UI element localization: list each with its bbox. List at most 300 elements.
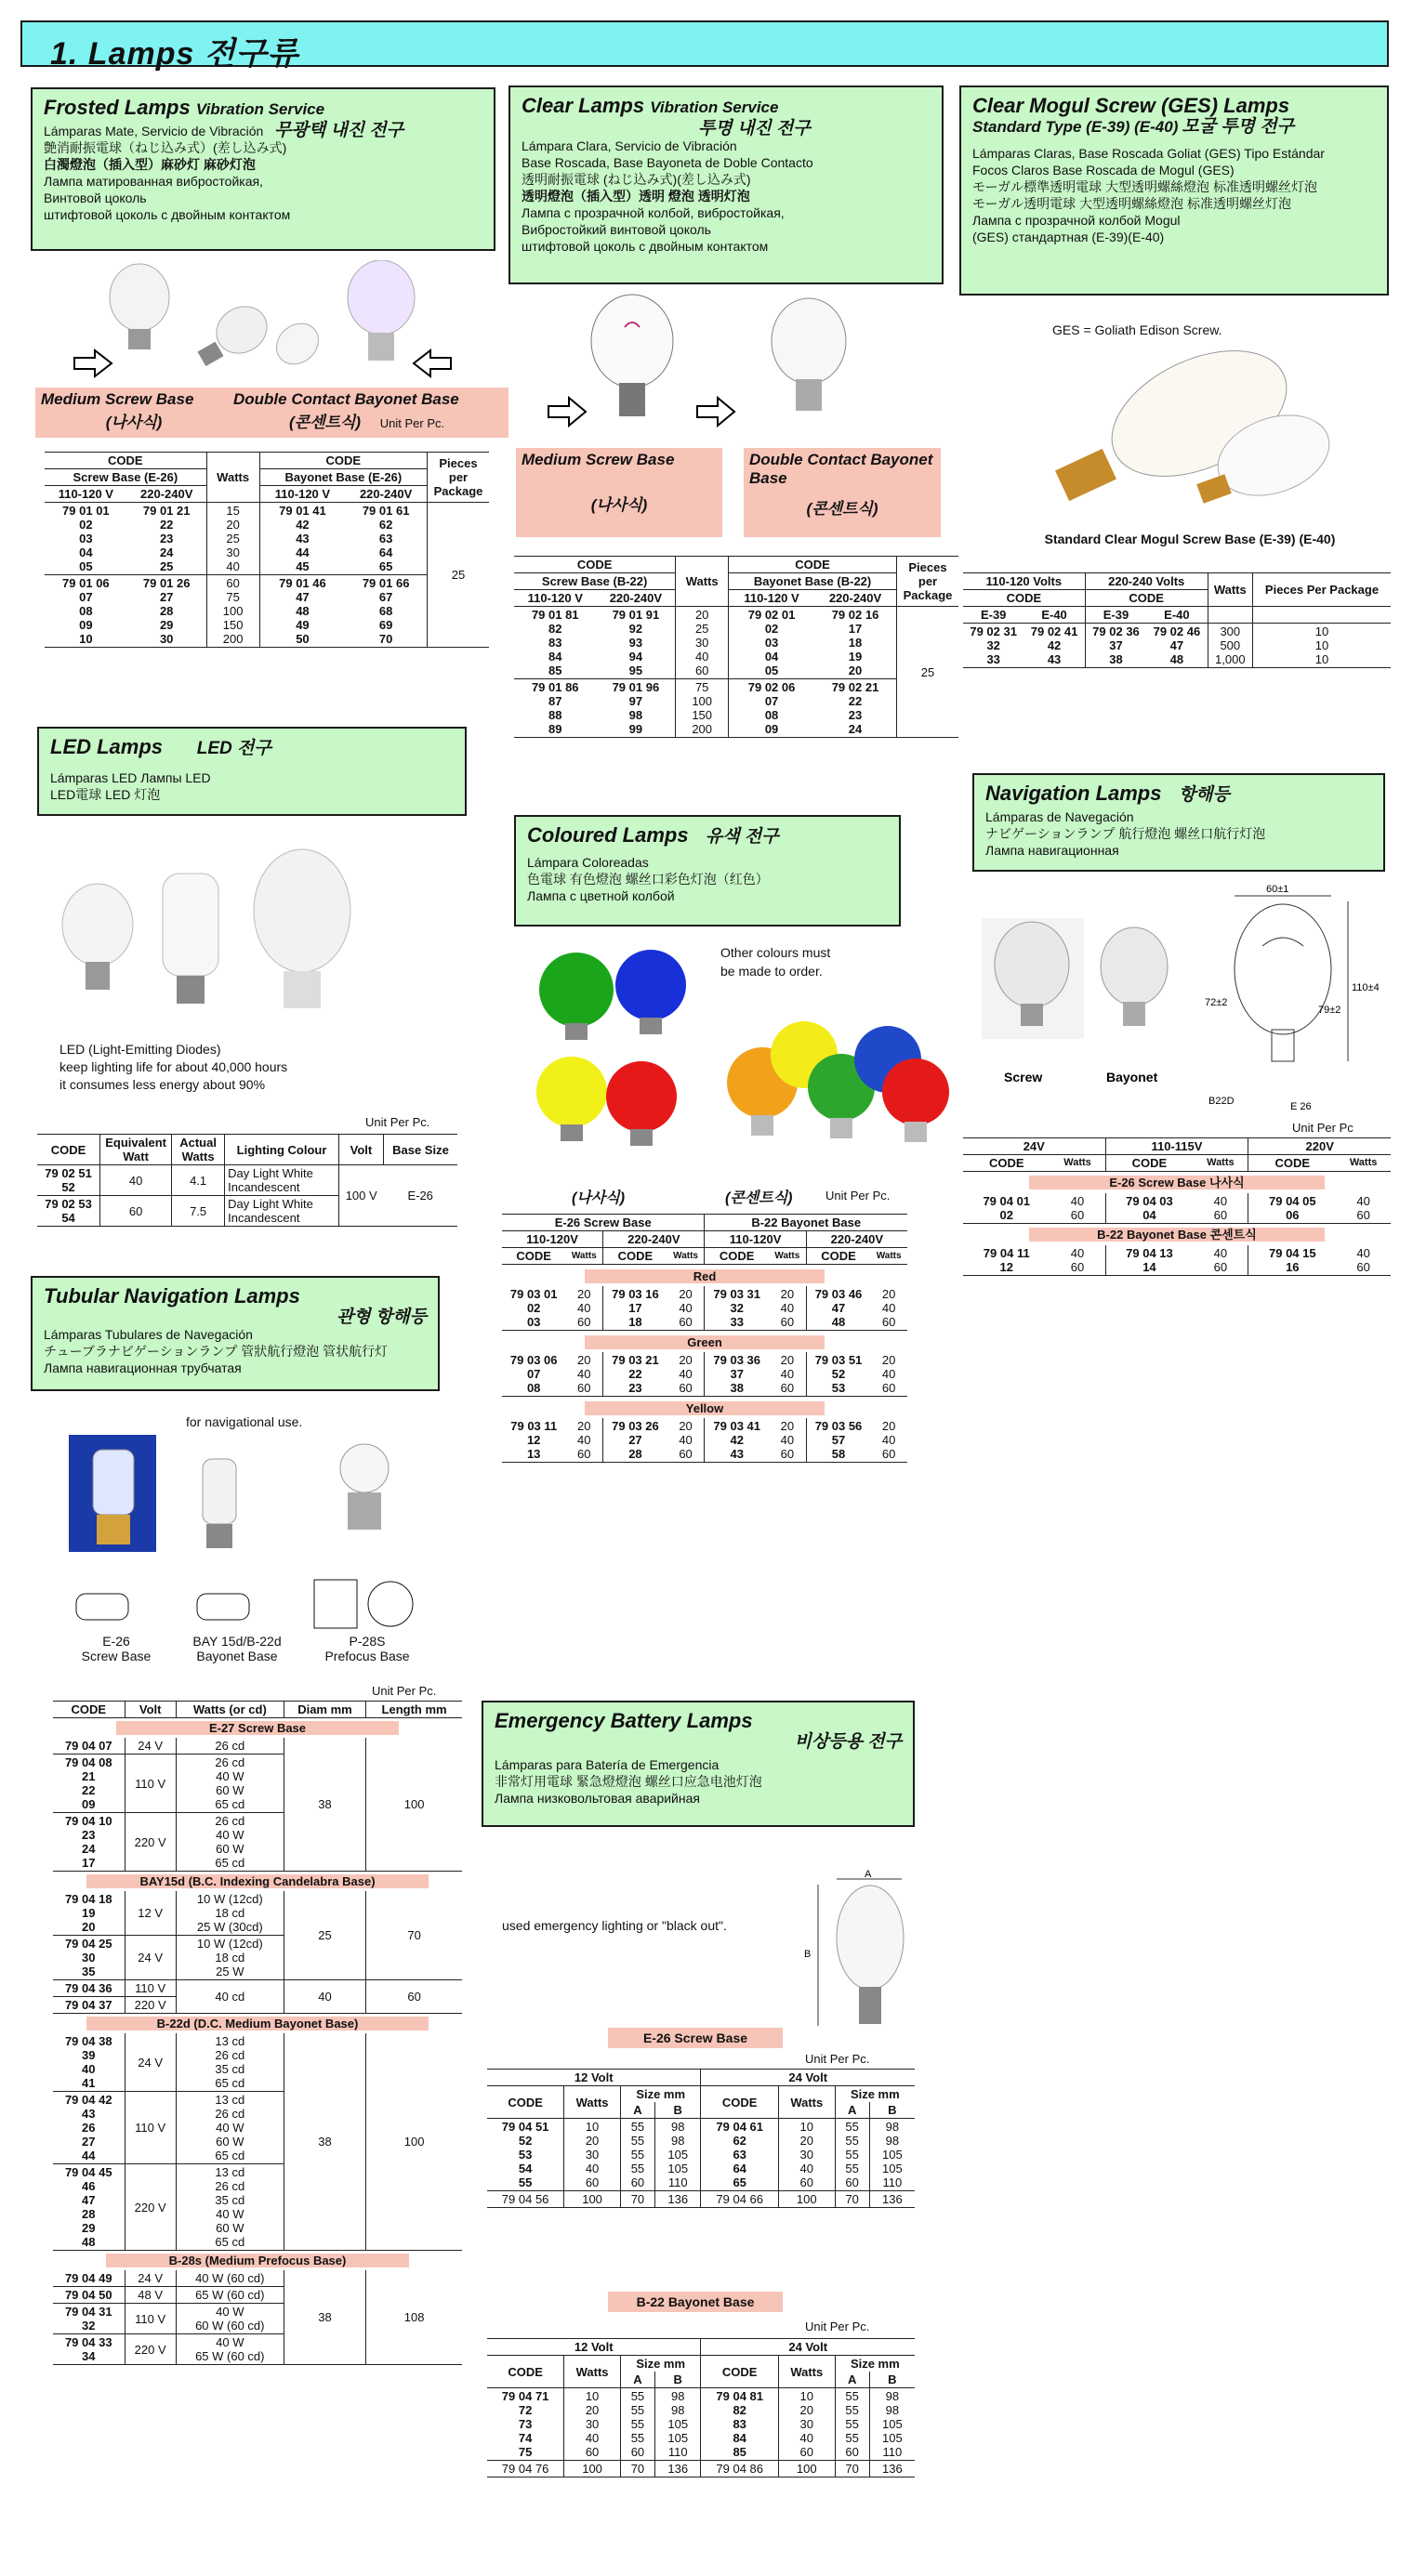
emergency-b-x24c: 79 04 86 bbox=[701, 2461, 778, 2477]
emergency-dim-a: A bbox=[865, 1869, 872, 1880]
tubular-g4r2-code: 79 04 45 46 47 28 29 48 bbox=[64, 2165, 112, 2249]
mogul-title-box bbox=[959, 85, 1389, 296]
nav-dim-b22: B22D bbox=[1208, 1096, 1235, 1107]
led-col-actual: Actual Watts bbox=[172, 1135, 225, 1165]
clear-watts1: 20 25 30 40 60 bbox=[694, 608, 709, 677]
nav-title-box bbox=[972, 773, 1385, 872]
frosted-col-code1: CODE bbox=[108, 453, 143, 467]
emergency-b22-table bbox=[487, 2338, 915, 2477]
emergency-unit2: Unit Per Pc. bbox=[805, 2320, 870, 2333]
tubular-g4r1-code: 79 04 42 43 26 27 44 bbox=[64, 2093, 112, 2162]
tubular-g3-watts: 40 cd bbox=[176, 1980, 284, 2014]
tubular-g1r1-code: 79 04 08 21 22 09 bbox=[64, 1755, 112, 1811]
emergency-b-a24: 55 55 55 55 60 bbox=[845, 2389, 859, 2459]
led-r2-col: Day Light White Incandescent bbox=[228, 1197, 313, 1225]
coloured-bayonet-ko: (콘센트식) bbox=[725, 1190, 793, 1206]
emergency-b-x24a: 70 bbox=[835, 2461, 869, 2477]
emergency-e-b1: B bbox=[654, 2102, 701, 2119]
tubular-jp: チューブラナビゲーションランプ 管狀航行燈泡 管状航行灯 bbox=[44, 1344, 389, 1359]
emergency-jp: 非常灯用電球 緊急燈燈泡 螺丝口应急电池灯泡 bbox=[495, 1774, 762, 1789]
mogul-es1: Lámparas Claras, Base Roscada Goliat (GES) Tipo Estándar bbox=[972, 146, 1325, 161]
nav-e-c1: 79 04 01 02 bbox=[983, 1194, 1031, 1222]
led-col-base: Base Size bbox=[383, 1135, 457, 1165]
nav-e-w1: 40 60 bbox=[1070, 1194, 1085, 1222]
mogul-es2: Focos Claros Base Roscada de Mogul (GES) bbox=[972, 163, 1235, 177]
table-row bbox=[487, 2388, 915, 2461]
table-row bbox=[487, 2191, 915, 2208]
frosted-ru2: Винтовой цоколь bbox=[44, 191, 147, 205]
coloured-red-w1: 20 40 60 bbox=[577, 1287, 591, 1329]
tubular-g2r1-code: 79 04 25 30 35 bbox=[64, 1937, 112, 1978]
mogul-pieces: 10 10 10 bbox=[1314, 624, 1329, 666]
led-description bbox=[59, 1041, 287, 1094]
nav-e-w2: 40 60 bbox=[1213, 1194, 1228, 1222]
table-row bbox=[502, 1352, 907, 1397]
clear-sub-screw: Screw Base (B-22) bbox=[541, 574, 648, 588]
tubular-g5r3-code: 79 04 33 34 bbox=[64, 2335, 112, 2363]
tubular-g5r2-watts: 40 W 60 W (60 cd) bbox=[195, 2305, 265, 2333]
emergency-ko: 비상등용 전구 bbox=[794, 1732, 902, 1752]
mogul-col-code1: CODE bbox=[1006, 591, 1042, 605]
clear-ru1: Лампа с прозрачной колбой, вибростойкая, bbox=[522, 205, 785, 220]
coloured-yellow-w3: 20 40 60 bbox=[780, 1419, 795, 1461]
frosted-bayonet-label-ko: (콘센트식) bbox=[289, 414, 362, 431]
clear-jp: 透明耐振電球 (ねじ込み式)(差し込み式) bbox=[522, 172, 751, 187]
emergency-b-b2: B bbox=[869, 2372, 915, 2388]
tubular-g5-label: B-28s (Medium Prefocus Base) bbox=[106, 2254, 409, 2267]
coloured-code2: CODE bbox=[603, 1248, 667, 1265]
coloured-title-box bbox=[514, 815, 901, 927]
tubular-table bbox=[53, 1701, 462, 2365]
frosted-v2: 220-240V bbox=[139, 487, 193, 501]
clear-col-watts: Watts bbox=[676, 557, 729, 607]
mogul-jp2: モーガル透明電球 大型透明螺絲燈泡 标准透明螺丝灯泡 bbox=[972, 196, 1291, 211]
nav-e-w3: 40 60 bbox=[1356, 1194, 1370, 1222]
nav-v3: 220V bbox=[1248, 1138, 1391, 1155]
table-row bbox=[53, 1980, 462, 1997]
coloured-yellow-label: Yellow bbox=[585, 1401, 825, 1415]
nav-watts1: Watts bbox=[1063, 1157, 1091, 1168]
emergency-b-a1: A bbox=[620, 2372, 654, 2388]
coloured-v1a: 110-120V bbox=[526, 1232, 578, 1246]
table-row bbox=[502, 1418, 907, 1463]
nav-b-c2: 79 04 13 14 bbox=[1126, 1246, 1173, 1274]
led-title: LED Lamps bbox=[50, 735, 164, 758]
led-desc2: keep lighting life for about 40,000 hours bbox=[59, 1059, 288, 1074]
coloured-red-c4: 79 03 46 47 48 bbox=[814, 1287, 863, 1329]
emergency-e-x12b: 136 bbox=[654, 2191, 701, 2208]
emergency-b-x12w: 100 bbox=[564, 2461, 621, 2477]
emergency-e-size1: Size mm bbox=[620, 2086, 701, 2103]
nav-dim-mid: 79±2 bbox=[1318, 1005, 1341, 1016]
clear-title-sub: Vibration Service bbox=[650, 99, 779, 116]
tubular-col-watts: Watts (or cd) bbox=[176, 1702, 284, 1718]
emergency-b-a12: 55 55 55 55 60 bbox=[630, 2389, 645, 2459]
table-row bbox=[514, 607, 958, 679]
clear-screw-label-text: Medium Screw Base bbox=[522, 451, 675, 468]
tubular-g5r0-volt: 24 V bbox=[125, 2270, 176, 2287]
nav-code3: CODE bbox=[1248, 1155, 1336, 1172]
tubular-g3r0-code: 79 04 36 bbox=[64, 1981, 112, 1995]
emergency-e-b2: B bbox=[869, 2102, 915, 2119]
frosted-jp: 艶消耐振電球（ねじ込み式）(差し込み式) bbox=[44, 140, 287, 155]
frosted-v4: 220-240V bbox=[359, 487, 413, 501]
coloured-yellow-c3: 79 03 41 42 43 bbox=[713, 1419, 761, 1461]
led-r2-act: 7.5 bbox=[172, 1196, 225, 1227]
led-col-equiv: Equivalent Watt bbox=[100, 1135, 172, 1165]
table-row bbox=[487, 2461, 915, 2477]
coloured-red-label: Red bbox=[585, 1269, 825, 1283]
nav-es: Lámparas de Navegación bbox=[985, 809, 1134, 824]
nav-code1: CODE bbox=[988, 1156, 1024, 1170]
emergency-b-size2: Size mm bbox=[835, 2356, 915, 2372]
tubular-col-diam: Diam mm bbox=[284, 1702, 365, 1718]
nav-table bbox=[963, 1137, 1391, 1276]
table-row bbox=[45, 503, 489, 575]
tubular-base-e26: E-26 Screw Base bbox=[81, 1634, 152, 1663]
emergency-e-a1: A bbox=[620, 2102, 654, 2119]
emergency-note: used emergency lighting or "black out". bbox=[502, 1918, 727, 1933]
table-row bbox=[502, 1286, 907, 1331]
emergency-e-x12w: 100 bbox=[564, 2191, 621, 2208]
page-header bbox=[20, 20, 1389, 72]
tubular-g5r3-watts: 40 W 65 W (60 cd) bbox=[195, 2335, 265, 2363]
emergency-title: Emergency Battery Lamps bbox=[495, 1709, 753, 1732]
tubular-g1r1-volt: 110 V bbox=[125, 1755, 176, 1813]
led-r1-code: 79 02 51 52 bbox=[45, 1166, 92, 1194]
tubular-g1-len: 100 bbox=[366, 1738, 462, 1872]
frosted-bayonet-label-text: Double Contact Bayonet Base bbox=[233, 390, 459, 408]
clear-rows1: 79 01 81 82 83 84 85 bbox=[531, 608, 579, 677]
emergency-b-v24: 24 Volt bbox=[701, 2339, 915, 2356]
nav-title: Navigation Lamps bbox=[985, 782, 1162, 805]
coloured-code3: CODE bbox=[705, 1248, 769, 1265]
clear-rows5: 79 01 86 87 88 89 bbox=[531, 680, 579, 736]
coloured-title: Coloured Lamps bbox=[527, 823, 689, 847]
led-jp: LED電球 LED 灯泡 bbox=[50, 787, 161, 802]
coloured-es: Lámpara Coloreadas bbox=[527, 855, 649, 870]
tubular-g1-diam: 38 bbox=[284, 1738, 365, 1872]
frosted-rows7: 79 01 46 47 48 49 50 bbox=[279, 576, 326, 646]
clear-ru2: Вибростойкий винтовой цоколь bbox=[522, 222, 711, 237]
emergency-b-code1: CODE bbox=[508, 2364, 543, 2379]
tubular-g5r2-volt: 110 V bbox=[125, 2304, 176, 2334]
tubular-note: for navigational use. bbox=[186, 1414, 303, 1429]
table-row bbox=[53, 2270, 462, 2287]
emergency-e-x12a: 70 bbox=[620, 2191, 654, 2208]
clear-screw-label bbox=[516, 448, 722, 537]
mogul-e39b: E-39 bbox=[1085, 607, 1146, 624]
emergency-es: Lámparas para Batería de Emergencia bbox=[495, 1757, 720, 1772]
emergency-e-a24: 55 55 55 55 60 bbox=[845, 2120, 859, 2189]
tubular-g4r2-watts: 13 cd 26 cd 35 cd 40 W 60 W 65 cd bbox=[215, 2165, 245, 2249]
emergency-e-w12: 10 20 30 40 60 bbox=[585, 2120, 600, 2189]
frosted-ru3: штифтовой цоколь с двойным контактом bbox=[44, 207, 291, 222]
frosted-rows6: 79 01 26 27 28 29 30 bbox=[142, 576, 191, 646]
emergency-e-v24: 24 Volt bbox=[701, 2070, 915, 2086]
frosted-lamp-illustration bbox=[65, 260, 456, 386]
tubular-g5r0-code: 79 04 49 bbox=[64, 2271, 112, 2285]
emergency-b-w24: 10 20 30 40 60 bbox=[799, 2389, 813, 2459]
nav-b-w1: 40 60 bbox=[1070, 1246, 1085, 1274]
emergency-e-b12: 98 98 105 105 110 bbox=[667, 2120, 689, 2189]
emergency-b-c12: 79 04 71 72 73 74 75 bbox=[501, 2389, 549, 2459]
coloured-table bbox=[502, 1214, 907, 1463]
emergency-e-x24a: 70 bbox=[835, 2191, 869, 2208]
tubular-col-length: Length mm bbox=[366, 1702, 462, 1718]
frosted-title-sub: Vibration Service bbox=[195, 100, 325, 118]
clear-v1: 110-120 V bbox=[527, 591, 583, 605]
tubular-title-box bbox=[31, 1276, 440, 1391]
coloured-red-c2: 79 03 16 17 18 bbox=[612, 1287, 659, 1329]
table-row bbox=[487, 2119, 915, 2191]
coloured-green-c1: 79 03 06 07 08 bbox=[509, 1353, 558, 1395]
nav-e26-label: E-26 Screw Base 나사식 bbox=[1029, 1176, 1325, 1189]
clear-v3: 110-120 V bbox=[729, 590, 814, 607]
clear-rows2: 79 01 91 92 93 94 95 bbox=[612, 608, 660, 677]
tubular-g3-diam: 40 bbox=[284, 1980, 365, 2014]
frosted-screw-label-text: Medium Screw Base bbox=[41, 390, 194, 408]
tubular-col-code: CODE bbox=[71, 1702, 107, 1716]
emergency-e-code2: CODE bbox=[701, 2086, 778, 2119]
emergency-b-x12a: 70 bbox=[620, 2461, 654, 2477]
coloured-yellow-w1: 20 40 60 bbox=[577, 1419, 591, 1461]
frosted-col-pieces: Pieces per Package bbox=[428, 453, 490, 503]
tubular-lamp-illustration bbox=[65, 1431, 437, 1636]
clear-v2: 220-240V bbox=[609, 591, 663, 605]
mogul-title: Clear Mogul Screw (GES) Lamps bbox=[972, 94, 1290, 117]
frosted-col-code2: CODE bbox=[259, 453, 427, 469]
coloured-green-w2: 20 40 60 bbox=[679, 1353, 693, 1395]
tubular-g4r1-watts: 13 cd 26 cd 40 W 60 W 65 cd bbox=[215, 2093, 245, 2162]
nav-unit: Unit Per Pc bbox=[1292, 1121, 1354, 1135]
table-row bbox=[963, 1193, 1391, 1224]
clear-es2: Base Roscada, Base Bayoneta de Doble Contacto bbox=[522, 155, 813, 170]
tubular-title: Tubular Navigation Lamps bbox=[44, 1284, 300, 1308]
clear-title: Clear Lamps bbox=[522, 94, 645, 117]
nav-e-c3: 79 04 05 06 bbox=[1269, 1194, 1316, 1222]
emergency-title-box bbox=[482, 1701, 915, 1827]
emergency-e-w24: 10 20 30 40 60 bbox=[799, 2120, 813, 2189]
coloured-v2b: 220-240V bbox=[806, 1231, 907, 1248]
coloured-ko: 유색 전구 bbox=[705, 827, 779, 847]
frosted-watts2: 60 75 100 150 200 bbox=[222, 576, 244, 646]
led-title-box bbox=[37, 727, 467, 816]
coloured-ru: Лампа с цветной колбой bbox=[527, 888, 675, 903]
coloured-yellow-w2: 20 40 60 bbox=[679, 1419, 693, 1461]
mogul-caption: Standard Clear Mogul Screw Base (E-39) (E-40) bbox=[1044, 532, 1336, 546]
emergency-b22-label: B-22 Bayonet Base bbox=[608, 2292, 783, 2312]
tubular-g4r0-watts: 13 cd 26 cd 35 cd 65 cd bbox=[215, 2034, 245, 2090]
mogul-v2: 220-240 Volts bbox=[1085, 573, 1208, 590]
frosted-sub-screw: Screw Base (E-26) bbox=[73, 470, 178, 484]
frosted-screw-label bbox=[35, 388, 232, 438]
tubular-g3-len: 60 bbox=[366, 1980, 462, 2014]
nav-dim-left: 72±2 bbox=[1205, 997, 1228, 1008]
frosted-v1: 110-120 V bbox=[58, 487, 113, 501]
coloured-code1: CODE bbox=[516, 1249, 551, 1263]
table-row bbox=[53, 1891, 462, 1936]
led-ko: LED 전구 bbox=[196, 739, 271, 758]
coloured-code4: CODE bbox=[806, 1248, 870, 1265]
emergency-b-a2: A bbox=[835, 2372, 869, 2388]
nav-ru: Лампа навигационная bbox=[985, 843, 1119, 858]
led-r1-act: 4.1 bbox=[172, 1165, 225, 1196]
frosted-table bbox=[45, 452, 489, 648]
frosted-rows3: 79 01 41 42 43 44 45 bbox=[279, 504, 326, 573]
coloured-green-w3: 20 40 60 bbox=[780, 1353, 795, 1395]
emergency-b-w12: 10 20 30 40 60 bbox=[585, 2389, 600, 2459]
emergency-b-watts2: Watts bbox=[778, 2356, 835, 2388]
coloured-red-w4: 20 40 60 bbox=[881, 1287, 896, 1329]
coloured-red-c1: 79 03 01 02 03 bbox=[509, 1287, 558, 1329]
led-unit: Unit Per Pc. bbox=[365, 1115, 430, 1129]
coloured-red-w2: 20 40 60 bbox=[679, 1287, 693, 1329]
mogul-e40a: E-40 bbox=[1041, 608, 1067, 622]
tubular-g5r0-watts: 40 W (60 cd) bbox=[195, 2271, 265, 2285]
nav-lamp-illustration bbox=[976, 881, 1385, 1118]
mogul-ko: 모굴 투명 전구 bbox=[1182, 117, 1294, 137]
table-row bbox=[514, 679, 958, 738]
frosted-col-watts: Watts bbox=[206, 453, 259, 503]
coloured-jp: 色電球 有色燈泡 螺丝口彩色灯泡（红色） bbox=[527, 872, 769, 887]
mogul-watts: 300 500 1,000 bbox=[1215, 624, 1246, 666]
nav-ko: 항해등 bbox=[1178, 785, 1230, 805]
coloured-watts3: Watts bbox=[774, 1251, 800, 1261]
frosted-es: Lámparas Mate, Servicio de Vibración bbox=[44, 124, 264, 138]
frosted-rows2: 79 01 21 22 23 24 25 bbox=[142, 504, 191, 573]
emergency-e-b24: 98 98 105 105 110 bbox=[881, 2120, 903, 2189]
table-row bbox=[45, 575, 489, 648]
emergency-b-b24: 98 98 105 105 110 bbox=[881, 2389, 903, 2459]
led-lamp-illustration bbox=[56, 841, 381, 1027]
emergency-b-code2: CODE bbox=[701, 2356, 778, 2388]
led-col-volt: Volt bbox=[338, 1135, 383, 1165]
clear-title-box bbox=[508, 85, 944, 284]
clear-col-code2: CODE bbox=[729, 557, 897, 573]
table-row bbox=[963, 1245, 1391, 1276]
tubular-ko: 관형 항해등 bbox=[336, 1308, 427, 1327]
led-col-colour: Lighting Colour bbox=[225, 1135, 339, 1165]
led-r2-code: 79 02 53 54 bbox=[45, 1197, 92, 1225]
tubular-g2r0-code: 79 04 18 19 20 bbox=[64, 1892, 112, 1934]
tubular-g2r1-volt: 24 V bbox=[125, 1936, 176, 1980]
frosted-v3: 110-120 V bbox=[259, 486, 345, 503]
emergency-e-x24b: 136 bbox=[869, 2191, 915, 2208]
tubular-g2-diam: 25 bbox=[284, 1891, 365, 1980]
led-r2-eq: 60 bbox=[100, 1196, 172, 1227]
frosted-rows8: 79 01 66 67 68 69 70 bbox=[362, 576, 410, 646]
led-r1-eq: 40 bbox=[100, 1165, 172, 1196]
nav-b22-label: B-22 Bayonet Base 콘센트식 bbox=[1029, 1228, 1325, 1242]
tubular-es: Lámparas Tubulares de Navegación bbox=[44, 1327, 253, 1342]
led-base: E-26 bbox=[407, 1189, 433, 1203]
frosted-screw-label-ko: (나사식) bbox=[105, 414, 163, 431]
clear-col-pieces: Pieces per Package bbox=[897, 557, 959, 607]
tubular-g3r1-code: 79 04 37 bbox=[64, 1998, 112, 2012]
tubular-g1-label: E-27 Screw Base bbox=[116, 1721, 399, 1735]
emergency-b-b1: B bbox=[654, 2372, 701, 2388]
emergency-e-x24w: 100 bbox=[778, 2191, 835, 2208]
nav-dim-e26: E 26 bbox=[1290, 1101, 1312, 1112]
mogul-ru1: Лампа с прозрачной колбой Mogul bbox=[972, 213, 1181, 228]
clear-rows7: 79 02 06 07 08 09 bbox=[747, 680, 796, 736]
emergency-dim-b: B bbox=[804, 1949, 812, 1960]
coloured-green-c4: 79 03 51 52 53 bbox=[814, 1353, 863, 1395]
nav-dim-top: 60±1 bbox=[1266, 884, 1289, 895]
emergency-b-x24b: 136 bbox=[869, 2461, 915, 2477]
led-es: Lámparas LED Лампы LED bbox=[50, 770, 211, 785]
mogul-c3: 79 02 36 37 38 bbox=[1092, 624, 1140, 666]
tubular-g5-diam: 38 bbox=[284, 2270, 365, 2365]
tubular-g4r0-volt: 24 V bbox=[125, 2033, 176, 2092]
mogul-c2: 79 02 41 42 43 bbox=[1030, 624, 1078, 666]
emergency-e26-table bbox=[487, 2069, 915, 2208]
frosted-rows1: 79 01 01 02 03 04 05 bbox=[62, 504, 110, 573]
tubular-g5-len: 108 bbox=[366, 2270, 462, 2365]
tubular-g5r3-volt: 220 V bbox=[125, 2334, 176, 2365]
nav-v1: 24V bbox=[1023, 1139, 1045, 1153]
nav-bayonet-label: Bayonet bbox=[1106, 1070, 1158, 1084]
tubular-g5r1-watts: 65 W (60 cd) bbox=[195, 2288, 265, 2302]
tubular-g2r1-watts: 10 W (12cd) 18 cd 25 W bbox=[196, 1937, 263, 1978]
table-row bbox=[37, 1165, 457, 1196]
emergency-b-watts1: Watts bbox=[564, 2356, 621, 2388]
emergency-b-x12b: 136 bbox=[654, 2461, 701, 2477]
coloured-green-w4: 20 40 60 bbox=[881, 1353, 896, 1395]
mogul-col-watts: Watts bbox=[1208, 573, 1252, 607]
coloured-note2: be made to order. bbox=[720, 964, 823, 979]
clear-v4: 220-240V bbox=[828, 591, 882, 605]
clear-rows6: 79 01 96 97 98 99 bbox=[612, 680, 660, 736]
coloured-red-w3: 20 40 60 bbox=[780, 1287, 795, 1329]
led-r1-col: Day Light White Incandescent bbox=[228, 1166, 313, 1194]
led-table bbox=[37, 1134, 457, 1227]
nav-b-w3: 40 60 bbox=[1356, 1246, 1370, 1274]
emergency-e-a12: 55 55 55 55 60 bbox=[630, 2120, 645, 2189]
mogul-col-pieces: Pieces Per Package bbox=[1252, 573, 1391, 607]
clear-bayonet-label-text: Double Contact Bayonet Base bbox=[749, 451, 933, 487]
emergency-b-c24: 79 04 81 82 83 84 85 bbox=[716, 2389, 763, 2459]
mogul-v1: 110-120 Volts bbox=[985, 574, 1063, 588]
tubular-g5r1-volt: 48 V bbox=[125, 2287, 176, 2304]
nav-dim-side: 110±4 bbox=[1352, 982, 1380, 993]
clear-table bbox=[514, 556, 958, 738]
emergency-e-c24: 79 04 61 62 63 64 65 bbox=[716, 2120, 763, 2189]
tubular-g2r0-volt: 12 V bbox=[125, 1891, 176, 1936]
emergency-e-watts1: Watts bbox=[564, 2086, 621, 2119]
tubular-g1r0-code: 79 04 07 bbox=[64, 1739, 112, 1753]
mogul-table bbox=[963, 572, 1391, 668]
tubular-g1r2-watts: 26 cd 40 W 60 W 65 cd bbox=[215, 1814, 245, 1870]
led-volt: 100 V bbox=[338, 1165, 383, 1227]
emergency-e-x12c: 79 04 56 bbox=[501, 2192, 549, 2206]
mogul-c1: 79 02 31 32 33 bbox=[970, 624, 1017, 666]
clear-ko: 투명 내진 전구 bbox=[698, 119, 811, 138]
table-row bbox=[53, 2033, 462, 2092]
frosted-rows4: 79 01 61 62 63 64 65 bbox=[362, 504, 410, 573]
frosted-title-box bbox=[31, 87, 495, 251]
mogul-e40b: E-40 bbox=[1164, 608, 1190, 622]
nav-code2: CODE bbox=[1105, 1155, 1193, 1172]
tubular-g5r1-code: 79 04 50 bbox=[64, 2288, 112, 2302]
emergency-e-c12: 79 04 51 52 53 54 55 bbox=[501, 2120, 549, 2189]
coloured-sub-bayonet: B-22 Bayonet Base bbox=[705, 1215, 907, 1231]
emergency-b-size1: Size mm bbox=[620, 2356, 701, 2372]
tubular-g4r0-code: 79 04 38 39 40 41 bbox=[64, 2034, 112, 2090]
led-col-code: CODE bbox=[50, 1142, 86, 1157]
led-desc3: it consumes less energy about 90% bbox=[59, 1077, 266, 1092]
